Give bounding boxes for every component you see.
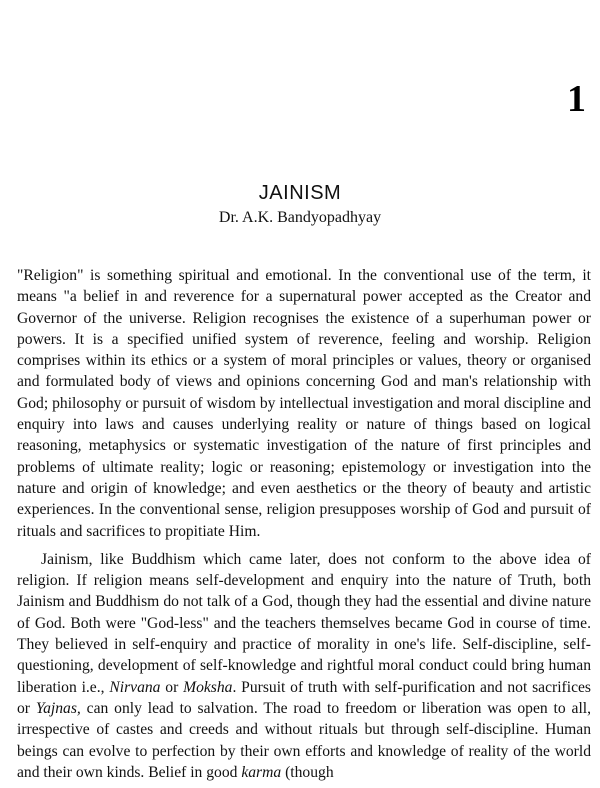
paragraph-2-text-a: Jainism, like Buddhism which came later, does not conform to the above idea of religion. If religion means self-development and enquiry into the nature of Truth, both Jainism and Buddhism do not talk of a God, though they had the essential and divine nature of God. Both were "God-less" and the teachers themselves became God in course of time. They believed in self-enquiry and practice of morality in one's life. Self-discipline, self-questioning, development of self-knowledge and rightful moral conduct could bring human liberation i.e.,: [17, 550, 591, 696]
paragraph-2-text-b: . Pursuit of truth with self-purification and not sacrifices or: [17, 678, 591, 717]
body-text: [17, 265, 591, 783]
paragraph-2-text-d: (though: [281, 763, 334, 781]
paragraph-1: "Religion" is something spiritual and emotional. In the conventional use of the term, it means "a belief in and reverence for a supernatural power accepted as the Creator and Governor of the universe. Religion recognises the existence of a superhuman power or powers. It is a specified unified system of reverence, feeling and worship. Religion comprises within its ethics or a system of moral principles or values, theory or organised and formulated body of views and opinions concerning God and man's relationship with God; philosophy or pursuit of wisdom by intellectual investigation and moral discipline and enquiry into laws and causes underlying reality or nature of things based on logical reasoning, metaphysics or systematic investigation of the nature of first principles and problems of ultimate reality; logic or reasoning; epistemology or investigation into the nature and origin of knowledge; and even aesthetics or the theory of beauty and artistic experiences. In the conventional sense, religion presupposes worship of God and pursuit of rituals and sacrifices to propitiate Him.: [17, 267, 591, 540]
paragraph-2: [17, 549, 591, 783]
term-karma: karma: [241, 763, 282, 781]
chapter-number: 1: [567, 78, 586, 120]
term-moksha: Moksha: [183, 678, 233, 696]
term-nirvana: Nirvana: [109, 678, 161, 696]
term-yajnas: Yajnas,: [35, 699, 81, 717]
paragraph-2-text-or: or: [160, 678, 184, 696]
paragraph-2-text-c: can only lead to salvation. The road to freedom or liberation was open to all, irrespective of castes and creeds and without rituals but through self-discipline. Human beings can evolve to perfection by their own efforts and knowledge of reality of the world and their own kinds. Belief in good: [17, 699, 592, 781]
chapter-title: JAINISM: [258, 182, 342, 204]
chapter-author: Dr. A.K. Bandyopadhyay: [218, 209, 382, 226]
